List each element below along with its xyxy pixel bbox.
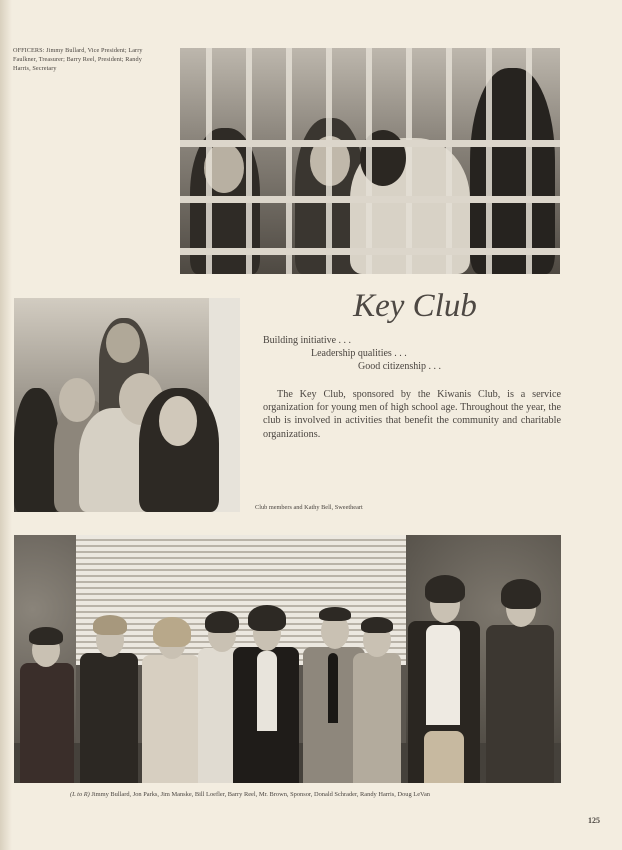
group-photo-caption: [70, 791, 430, 798]
slogan-line: Good citizenship . . .: [358, 361, 442, 372]
page-title: Key Club: [353, 288, 477, 324]
caption-prefix: (L to R): [70, 791, 90, 798]
officers-caption: OFFICERS: Jimmy Bullard, Vice President; Larry Faulkner, Treasurer; Barry Reel, President; Randy Harris, Secretary: [13, 47, 143, 72]
group-photo: [14, 535, 561, 783]
slogan-line: Leadership qualities . . .: [311, 348, 407, 359]
body-paragraph: The Key Club, sponsored by the Kiwanis Club, is a service organization for young men of high school age. Throughout the year, the club is involved in activities that benefit the community and charitable organizations.: [263, 389, 561, 440]
caption-names: Jimmy Bullard, Jon Parks, Jim Manske, Bill Loefler, Barry Reel, Mr. Brown, Sponsor, Donald Schrader, Randy Harris, Doug LeVan: [91, 791, 430, 798]
officers-photo: [180, 48, 560, 274]
page-gutter-shadow: [0, 0, 12, 850]
members-photo-caption: Club members and Kathy Bell, Sweetheart: [255, 504, 363, 511]
page-number: 125: [588, 816, 600, 825]
slogan-line: Building initiative . . .: [263, 335, 352, 346]
members-photo: [14, 298, 240, 512]
